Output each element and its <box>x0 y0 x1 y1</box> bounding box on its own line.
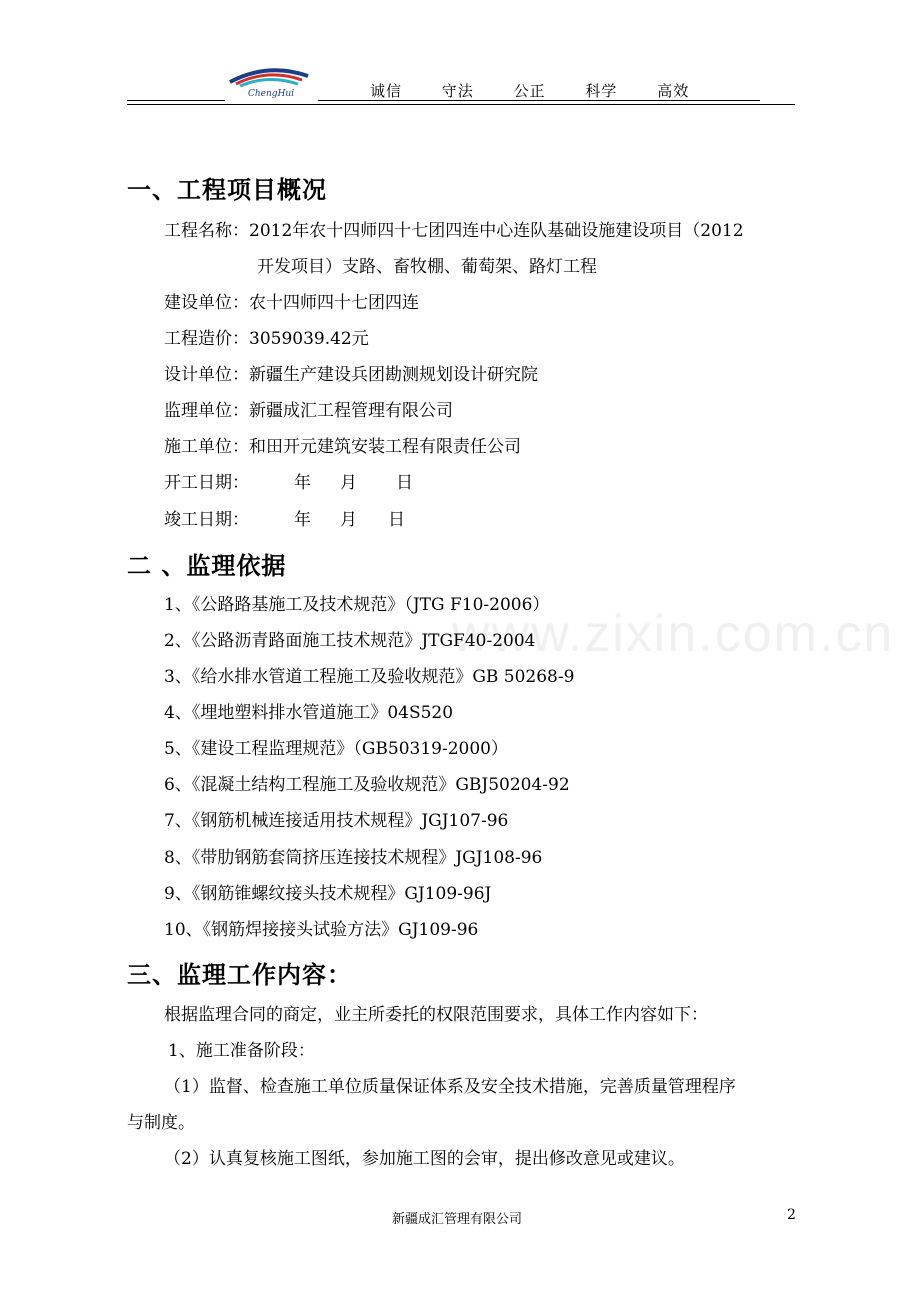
item1-line1: （1）监督、检查施工单位质量保证体系及安全技术措施，完善质量管理程序 <box>164 1077 736 1097</box>
project-name-line1: 工程名称：2012年农十四师四十七团四连中心连队基础设施建设项目（2012 <box>164 221 744 241</box>
chenghui-logo <box>222 64 314 100</box>
basis-item: 10、《钢筋焊接接头试验方法》GJ109-96 <box>164 920 479 940</box>
basis-item: 2、《公路沥青路面施工技术规范》JTGF40-2004 <box>164 631 536 651</box>
item1-line2: 与制度。 <box>127 1113 195 1133</box>
footer-company: 新疆成汇管理有限公司 <box>392 1212 523 1227</box>
section3-intro: 根据监理合同的商定，业主所委托的权限范围要求，具体工作内容如下： <box>164 1005 708 1025</box>
construction-unit: 施工单位：和田开元建筑安装工程有限责任公司 <box>164 437 521 457</box>
end-date-month: 月 <box>340 510 357 530</box>
page-number: 2 <box>787 1207 796 1223</box>
header-rule-mid <box>318 100 760 101</box>
motto-word: 守法 <box>441 82 474 100</box>
basis-item: 5、《建设工程监理规范》（GB50319-2000） <box>164 739 508 759</box>
end-date-label: 竣工日期： <box>164 510 249 530</box>
end-date-day: 日 <box>388 510 405 530</box>
stage1-heading: 1、施工准备阶段： <box>168 1041 315 1061</box>
item2: （2）认真复核施工图纸，参加施工图的会审，提出修改意见或建议。 <box>164 1149 685 1169</box>
basis-item: 7、《钢筋机械连接适用技术规程》JGJ107-96 <box>164 811 509 831</box>
project-name-line2: 开发项目）支路、畜牧棚、葡萄架、路灯工程 <box>257 257 597 277</box>
page-header <box>0 0 920 110</box>
start-date-day: 日 <box>396 473 413 493</box>
header-rule-full <box>127 104 795 105</box>
basis-item: 1、《公路路基施工及技术规范》（JTG F10-2006） <box>164 595 550 615</box>
basis-item: 8、《带肋钢筋套筒挤压连接技术规程》JGJ108-96 <box>164 848 543 868</box>
motto-word: 诚信 <box>370 82 403 100</box>
basis-item: 3、《给水排水管道工程施工及验收规范》GB 50268-9 <box>164 667 575 687</box>
builder-unit: 建设单位：农十四师四十七团四连 <box>164 293 419 313</box>
design-unit: 设计单位：新疆生产建设兵团勘测规划设计研究院 <box>164 365 538 385</box>
section1-title: 一、工程项目概况 <box>127 176 327 204</box>
basis-item: 9、《钢筋锥螺纹接头技术规程》GJ109-96J <box>164 884 492 904</box>
end-date-year: 年 <box>294 510 311 530</box>
start-date-year: 年 <box>294 473 311 493</box>
section2-title: 二 、监理依据 <box>127 552 287 580</box>
supervision-unit: 监理单位：新疆成汇工程管理有限公司 <box>164 401 453 421</box>
start-date-month: 月 <box>340 473 357 493</box>
motto-word: 高效 <box>657 82 690 100</box>
basis-item: 6、《混凝土结构工程施工及验收规范》GBJ50204-92 <box>164 775 570 795</box>
project-cost: 工程造价：3059039.42元 <box>164 329 369 349</box>
logo-text: ChengHui <box>248 89 295 99</box>
motto-word: 科学 <box>585 82 618 100</box>
watermark: www.zixin.com.cn <box>452 605 895 663</box>
start-date-label: 开工日期： <box>164 473 249 493</box>
basis-item: 4、《埋地塑料排水管道施工》04S520 <box>164 703 454 723</box>
section3-title: 三、监理工作内容： <box>127 961 352 989</box>
header-rule-left <box>127 100 225 101</box>
motto-word: 公正 <box>513 82 546 100</box>
header-motto <box>370 80 723 101</box>
